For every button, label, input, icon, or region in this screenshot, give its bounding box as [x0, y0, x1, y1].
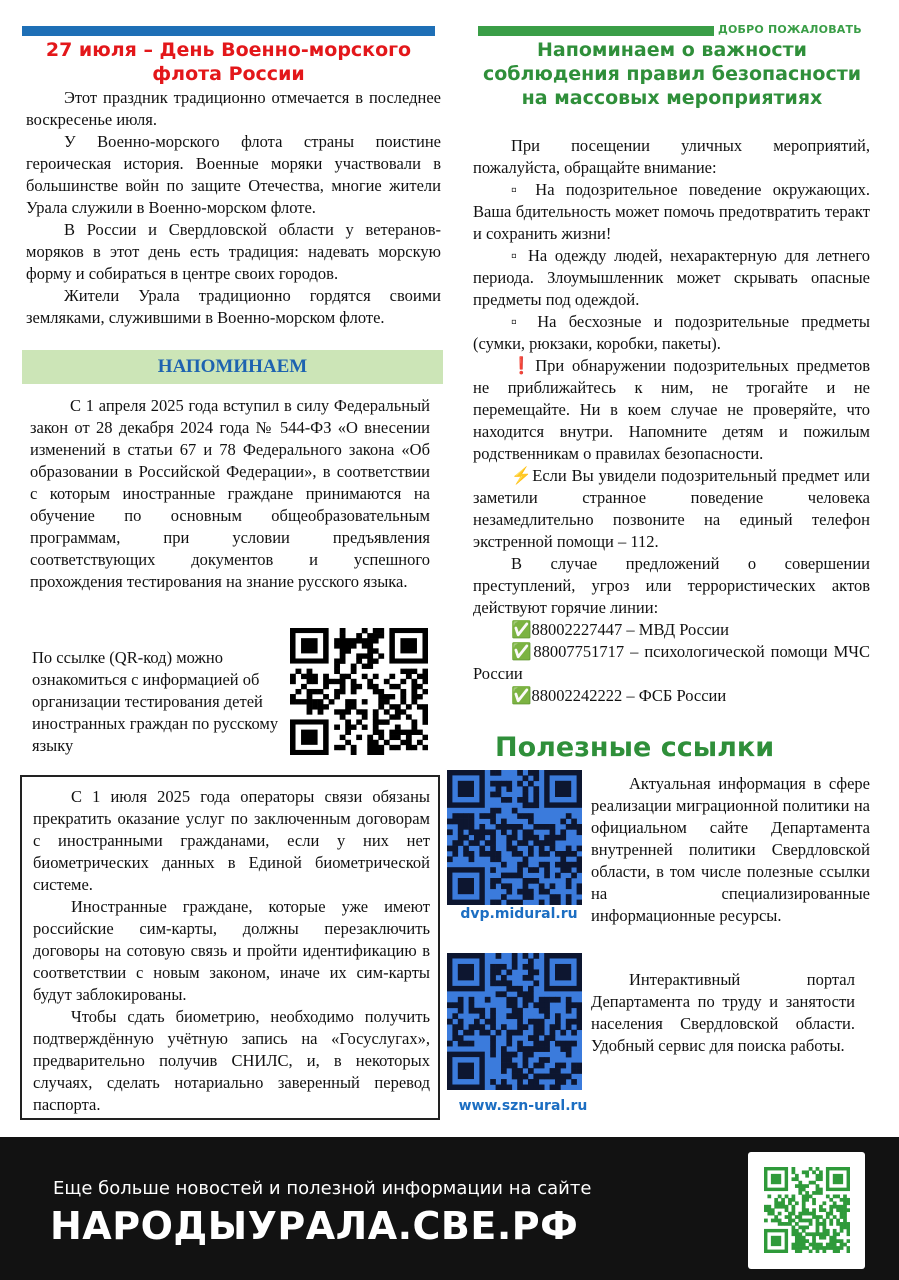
bullet-text: На подозрительное поведение окружающих. Ваша бдительность может помочь предотвратить теракт и сохранить жизни! [473, 180, 870, 243]
bullet-item [473, 311, 870, 355]
hotline-item [473, 685, 870, 707]
hotline-text: 88007751717 – психологической помощи МЧС России [473, 642, 870, 683]
safety-title: Напоминаем о важности соблюдения правил безопасности на массовых мероприятиях [482, 39, 862, 109]
sim-paragraph: С 1 июля 2025 года операторы связи обязаны прекратить оказание услуг по заключенным договорам с иностранными гражданами, если у них нет биометрических данных в Единой биометрической системе. [33, 787, 430, 894]
law-paragraph: С 1 апреля 2025 года вступил в силу Федеральный закон от 28 декабря 2024 года № 544-ФЗ «О внесении изменений в статьи 67 и 78 Федерального закона «Об образовании в Российской Федерации», в соответствии с которым иностранные граждане принимаются на обучение по основным общеобразовательным программам, при условии предъявления соответствующих документов и успешного прохождения тестирования на знание русского языка. [30, 396, 430, 591]
sim-card-article [33, 786, 430, 1116]
right-header-bar [478, 26, 714, 36]
qr-code-site-icon[interactable] [764, 1167, 850, 1253]
sim-paragraph: Чтобы сдать биометрию, необходимо получить подтверждённую учётную запись на «Госуслугах», предварительно получив СНИЛС, и, в некоторых случаях, сделать нотариально заверенный перевод паспорта. [33, 1007, 430, 1114]
hotlines-intro: В случае предложений о совершении преступлений, угроз или террористических актов действуют горячие линии: [473, 554, 870, 617]
hotline-text: 88002227447 – МВД России [531, 620, 729, 639]
bullet-text: На бесхозные и подозрительные предметы (сумки, рюкзаки, коробки, пакеты). [473, 312, 870, 353]
navy-paragraph: Этот праздник традиционно отмечается в последнее воскресенье июля. [26, 88, 441, 129]
bullet-text: На одежду людей, нехарактерную для летнего периода. Злоумышленник может скрывать опасные предметы под одеждой. [473, 246, 870, 309]
useful-links-title: Полезные ссылки [495, 732, 775, 763]
navy-day-title: 27 июля – День Военно-морского флота России [45, 39, 412, 85]
navy-paragraph: В России и Свердловской области у ветеранов-моряков в этот день есть традиция: надевать морскую форму и собираться в центре своих городов. [26, 220, 441, 283]
link-szn-text: Интерактивный портал Департамента по труду и занятости населения Свердловской области. Удобный сервис для поиска работы. [591, 970, 855, 1055]
check-icon: ✅ [511, 686, 532, 705]
welcome-label: ДОБРО ПОЖАЛОВАТЬ [718, 23, 862, 36]
remind-banner: НАПОМИНАЕМ [22, 350, 443, 384]
safety-intro: При посещении уличных мероприятий, пожалуйста, обращайте внимание: [473, 136, 870, 177]
qr-code-szn-icon[interactable] [447, 953, 582, 1090]
link-midural-text: Актуальная информация в сфере реализации миграционной политики на официальном сайте Департамента внутренней политики Свердловской области, в том числе полезные ссылки на специализированные информационные ресурсы. [591, 774, 870, 925]
link-midural-description [591, 773, 870, 927]
footer-subtitle: Еще больше новостей и полезной информации на сайте [53, 1178, 592, 1199]
bullet-icon: ▫ [511, 246, 521, 265]
check-icon: ✅ [511, 642, 534, 661]
bullet-icon: ▫ [511, 180, 525, 199]
navy-day-article [26, 87, 441, 329]
emergency-text: Если Вы увидели подозрительный предмет или заметили странное поведение человека незамедлительно позвоните на единый телефон экстренной помощи – 112. [473, 466, 870, 551]
qr-code-testing-icon[interactable] [290, 628, 428, 755]
hotline-text: 88002242222 – ФСБ России [531, 686, 727, 705]
footer-site-link[interactable]: НАРОДЫУРАЛА.СВЕ.РФ [50, 1204, 579, 1248]
hotline-item [473, 641, 870, 685]
warning-text: При обнаружении подозрительных предметов не приближайтесь к ним, не трогайте и не перемещайте. Ни в коем случае не проверяйте, что находится внутри. Напомните детям и пожилым родственникам о правилах безопасности. [473, 356, 871, 463]
left-header-bar [22, 26, 435, 36]
qr-caption-text: По ссылке (QR-код) можно ознакомиться с информацией об организации тестирования детей иностранных граждан по русскому языку [32, 648, 279, 755]
warning-paragraph [473, 355, 870, 465]
lightning-icon: ⚡ [511, 466, 533, 485]
hotline-item [473, 619, 870, 641]
safety-article [473, 135, 870, 707]
emergency-paragraph [473, 465, 870, 553]
bullet-item [473, 179, 870, 245]
exclamation-icon: ❗ [511, 356, 536, 375]
law-article [30, 395, 430, 593]
sim-paragraph: Иностранные граждане, которые уже имеют российские сим-карты, должны перезаключить договоры на сотовую связь и пройти идентификацию в соответствии с новым законом, иначе их сим-карты будут заблокированы. [33, 897, 430, 1004]
navy-paragraph: Жители Урала традиционно гордятся своими земляками, служившими в Военно-морском флоте. [26, 286, 441, 327]
qr-code-midural-icon[interactable] [447, 770, 582, 905]
bullet-icon: ▫ [511, 312, 525, 331]
link-szn-ural[interactable]: www.szn-ural.ru [458, 1098, 588, 1114]
link-midural[interactable]: dvp.midural.ru [460, 906, 578, 922]
qr-caption [32, 647, 282, 757]
link-szn-description [591, 969, 855, 1057]
check-icon: ✅ [511, 620, 532, 639]
navy-paragraph: У Военно-морского флота страны поистине героическая история. Военные моряки участвовали в большинстве войн по защите Отечества, многие жители Урала служили в Военно-морском флоте. [26, 132, 441, 217]
bullet-item [473, 245, 870, 311]
